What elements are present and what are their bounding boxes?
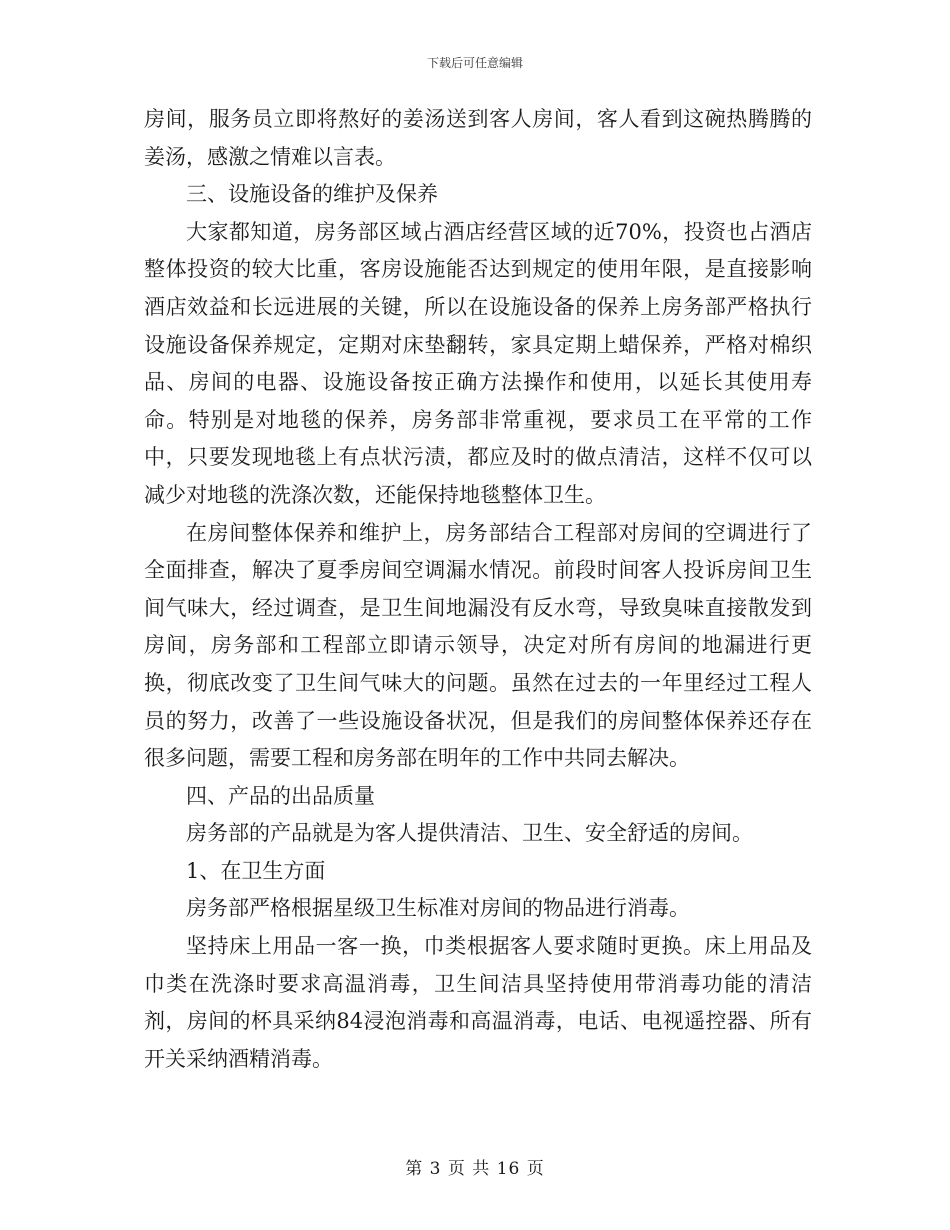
paragraph: 房务部的产品就是为客人提供清洁、卫生、安全舒适的房间。 xyxy=(186,821,753,846)
section-heading: 四、产品的出品质量 xyxy=(186,783,375,808)
subsection-heading: 1、在卫生方面 xyxy=(186,858,326,883)
paragraph: 房间，服务员立即将熬好的姜汤送到客人房间，客人看到这碗热腾腾的姜汤，感激之情难以言表。 xyxy=(144,107,812,169)
header-note: 下载后可任意编辑 xyxy=(426,56,523,70)
section-heading: 三、设施设备的维护及保养 xyxy=(186,182,438,207)
paragraph: 房务部严格根据星级卫生标准对房间的物品进行消毒。 xyxy=(186,896,690,921)
document-body xyxy=(144,101,812,1078)
page-number: 第 3 页 共 16 页 xyxy=(405,1159,545,1179)
paragraph: 大家都知道，房务部区域占酒店经营区域的近70%，投资也占酒店整体投资的较大比重，客房设施能否达到规定的使用年限，是直接影响酒店效益和长远进展的关键，所以在设施设备的保养上房务部严格执行设施设备保养规定，定期对床垫翻转，家具定期上蜡保养，严格对棉织品、房间的电器、设施设备按正确方法操作和使用，以延长其使用寿命。特别是对地毯的保养，房务部非常重视，要求员工在平常的工作中，只要发现地毯上有点状污渍，都应及时的做点清洁，这样不仅可以减少对地毯的洗涤次数，还能保持地毯整体卫生。 xyxy=(144,219,812,507)
paragraph: 坚持床上用品一客一换，巾类根据客人要求随时更换。床上用品及巾类在洗涤时要求高温消毒，卫生间洁具坚持使用带消毒功能的清洁剂，房间的杯具采纳84浸泡消毒和高温消毒，电话、电视遥控器、所有开关采纳酒精消毒。 xyxy=(144,934,812,1071)
paragraph: 在房间整体保养和维护上，房务部结合工程部对房间的空调进行了全面排查，解决了夏季房间空调漏水情况。前段时间客人投诉房间卫生间气味大，经过调查，是卫生间地漏没有反水弯，导致臭味直接散发到房间，房务部和工程部立即请示领导，决定对所有房间的地漏进行更换，彻底改变了卫生间气味大的问题。虽然在过去的一年里经过工程人员的努力，改善了一些设施设备状况，但是我们的房间整体保养还存在很多问题，需要工程和房务部在明年的工作中共同去解决。 xyxy=(144,520,812,771)
